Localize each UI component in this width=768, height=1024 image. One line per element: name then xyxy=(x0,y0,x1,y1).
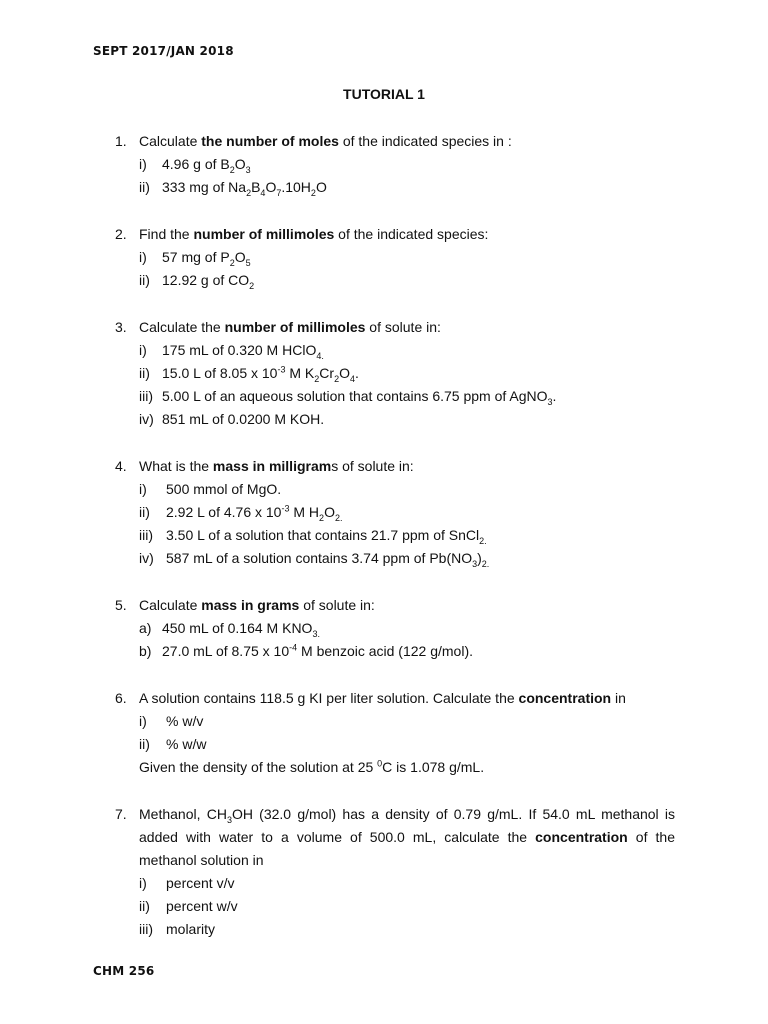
question-2 xyxy=(115,223,675,292)
question-1 xyxy=(115,130,675,199)
sub-item: ii) 12.92 g of $CO_2$ xyxy=(139,272,255,291)
question-7 xyxy=(115,803,675,941)
question-text: Find the number of millimoles of the indicated species: xyxy=(139,226,489,242)
question-number: 2. xyxy=(115,226,127,242)
sub-item: i) 500 mmol of MgO. xyxy=(139,481,282,497)
question-3 xyxy=(115,316,675,431)
sub-item: b) 27.0 mL of 8.75 x $10^{-4}$ M benzoic acid (122 g/mol). xyxy=(139,642,473,659)
sub-item: iv) 587 mL of a solution contains 3.74 ppm of $Pb(NO_3)_{2.}$ xyxy=(139,550,490,569)
page-title: TUTORIAL 1 xyxy=(343,86,425,102)
sub-item: a) 450 mL of 0.164 M $KNO_{3.}$ xyxy=(139,620,320,639)
question-text: Calculate the number of millimoles of solute in: xyxy=(139,319,441,335)
question-list xyxy=(115,130,675,965)
sub-item: ii) percent w/v xyxy=(139,898,238,914)
sub-item: i) 175 mL of 0.320 M HClO$_{4.}$ xyxy=(139,342,324,361)
sub-item: ii) 2.92 L of 4.76 x $10^{-3}$ M $H_2O_{2.}$ xyxy=(139,503,343,523)
sub-item: iii) 3.50 L of a solution that contains 21.7 ppm of SnCl$_{2.}$ xyxy=(139,527,487,546)
sub-item: ii) 15.0 L of 8.05 x $10^{-3}$ M $K_2Cr_2O_4$. xyxy=(139,364,359,384)
sub-item: iv) 851 mL of 0.0200 M KOH. xyxy=(139,411,325,427)
question-text: What is the mass in milligrams of solute in: xyxy=(139,458,414,474)
question-4 xyxy=(115,455,675,570)
question-text: Calculate the number of moles of the indicated species in : xyxy=(139,133,512,149)
question-6 xyxy=(115,687,675,779)
question-5 xyxy=(115,594,675,663)
page-footer: CHM 256 xyxy=(93,964,155,978)
question-number: 5. xyxy=(115,597,127,613)
sub-item: iii) molarity xyxy=(139,921,216,937)
question-number: 3. xyxy=(115,319,127,335)
sub-item: iii) 5.00 L of an aqueous solution that contains 6.75 ppm of AgNO$_3$. xyxy=(139,388,557,407)
question-text-cont: methanol solution in xyxy=(139,852,264,868)
page-header: SEPT 2017/JAN 2018 xyxy=(93,44,234,58)
question-text-cont: added with water to a volume of 500.0 mL, calculate the concentration of the xyxy=(139,829,675,845)
sub-item: ii) % w/w xyxy=(139,736,207,752)
question-number: 4. xyxy=(115,458,127,474)
sub-item: i) 4.96 g of $B_2O_3$ xyxy=(139,156,251,175)
question-text: Methanol, $CH_3OH$ (32.0 g/mol) has a density of 0.79 g/mL. If 54.0 mL methanol is xyxy=(139,806,676,825)
question-number: 7. xyxy=(115,806,127,822)
question-number: 1. xyxy=(115,133,127,149)
sub-item: i) 57 mg of $P_2O_5$ xyxy=(139,249,251,268)
sub-item: i) percent v/v xyxy=(139,875,235,891)
question-text: Calculate mass in grams of solute in: xyxy=(139,597,375,613)
question-text: A solution contains 118.5 g KI per liter solution. Calculate the concentration in xyxy=(139,690,626,706)
sub-item: i) % w/v xyxy=(139,713,204,729)
sub-item: ii) 333 mg of $Na_2B_4O_7.10H_2O$ xyxy=(139,179,327,198)
given-note: Given the density of the solution at 25 $^0$C is 1.078 g/mL. xyxy=(139,758,485,775)
question-number: 6. xyxy=(115,690,127,706)
